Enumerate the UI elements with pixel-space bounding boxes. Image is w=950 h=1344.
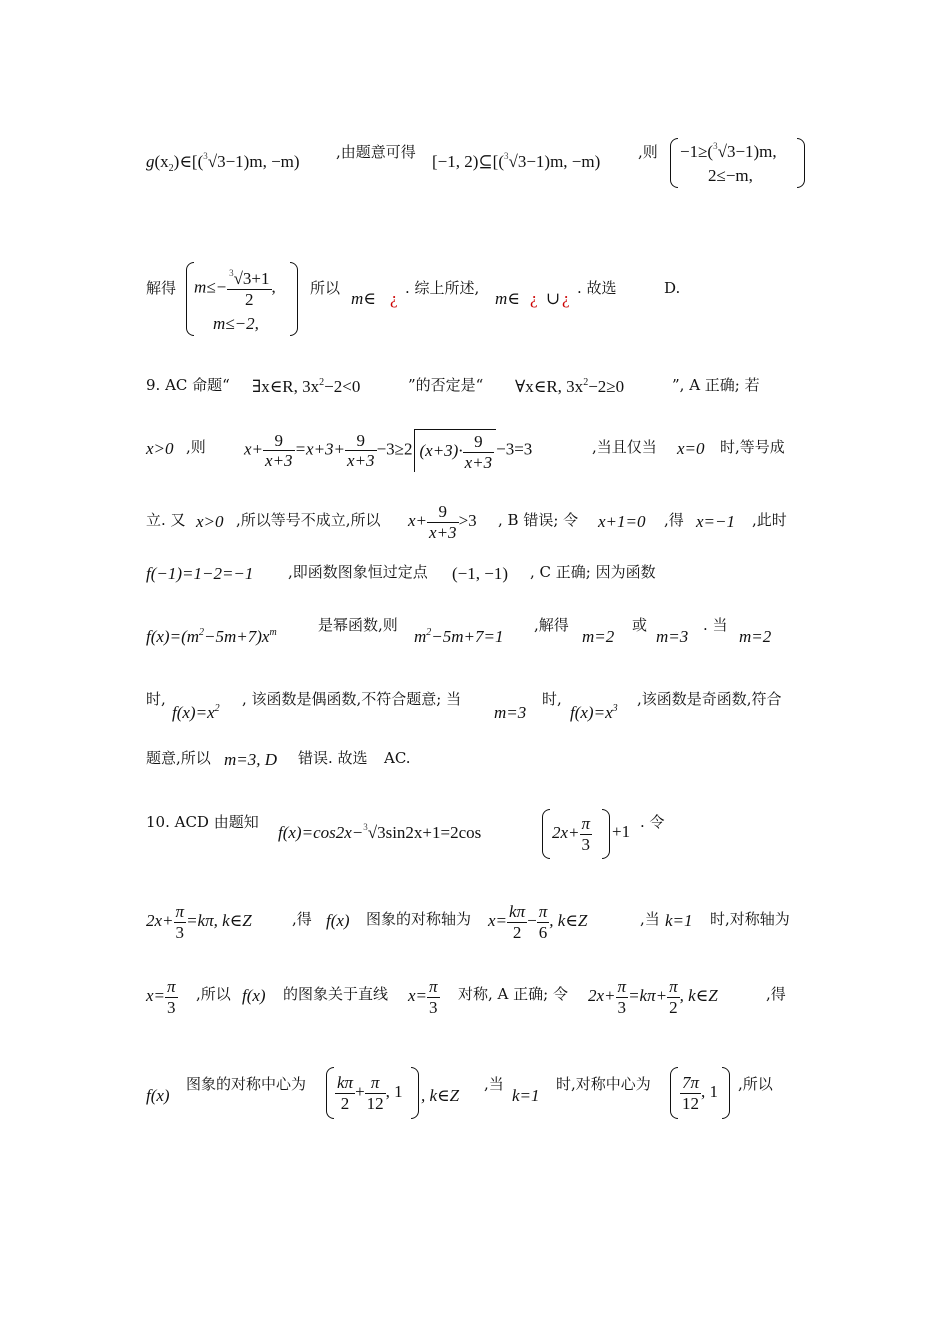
math-text: π — [669, 977, 678, 996]
math-text: k=1 — [512, 1086, 540, 1105]
math-text: x+1=0 — [598, 512, 646, 531]
text: 图象的对称中心为 — [186, 1075, 307, 1093]
text: ,则 — [186, 438, 206, 456]
math-text: x+ — [244, 439, 264, 459]
text: 9. AC 命题“ — [146, 376, 230, 394]
text: ,得 — [292, 910, 312, 928]
text: 或 — [632, 616, 648, 634]
math-text: =kπ, k∈Z — [186, 910, 252, 930]
math-text: f(x)=(m — [146, 627, 200, 646]
math-text: , 1 — [701, 1081, 719, 1101]
right-paren — [722, 1067, 730, 1119]
math-text: =kπ+ — [628, 985, 668, 1005]
math-expr — [515, 378, 624, 395]
left-paren — [542, 809, 550, 859]
math-text: kπ — [337, 1073, 354, 1092]
math-text: x+ — [408, 510, 428, 530]
math-text: π — [581, 814, 591, 833]
math-text: f(x) — [146, 1086, 170, 1105]
math-text: m=2 — [582, 627, 615, 646]
math-text: (x+3)· — [419, 440, 463, 460]
text: , B 错误; 令 — [498, 511, 579, 529]
math-text: −2<0 — [324, 377, 361, 396]
text: ,当 — [640, 910, 660, 928]
text: 时, — [146, 690, 166, 708]
text: 图象的对称轴为 — [366, 910, 472, 928]
text: ”的否定是“ — [408, 376, 484, 394]
text: 的图象关于直线 — [283, 985, 389, 1003]
math-text: 2 — [512, 922, 522, 942]
math-text: 3 — [581, 834, 591, 854]
math-expr — [570, 704, 618, 721]
math-text: 2 — [199, 627, 205, 638]
text: ,得 — [766, 985, 786, 1003]
math-text: √ — [207, 152, 218, 171]
math-text: f(x)=cos2x− — [278, 823, 364, 842]
math-text: (x — [154, 152, 169, 171]
fraction — [227, 268, 271, 309]
math-expr — [488, 902, 587, 942]
math-expr — [408, 502, 477, 542]
math-text: x>0 — [196, 512, 224, 531]
math-expr — [408, 977, 440, 1017]
text: ,所以 — [738, 1075, 773, 1093]
math-text: 3 — [713, 141, 718, 151]
text: AC. — [384, 749, 411, 767]
math-expr — [146, 977, 178, 1017]
math-expr — [146, 152, 300, 174]
math-text: ∪ — [546, 289, 561, 308]
math-text: 6 — [538, 922, 548, 942]
math-text: 9 — [463, 432, 495, 453]
fraction — [427, 502, 459, 542]
left-paren — [326, 1067, 334, 1119]
text: 是幂函数,则 — [318, 616, 398, 634]
text: , C 正确; 因为函数 — [530, 563, 656, 581]
math-text: 3 — [203, 151, 208, 161]
math-text: π — [365, 1073, 386, 1094]
text: ,所以等号不成立,所以 — [236, 511, 381, 529]
text: ,当且仅当 — [592, 438, 657, 456]
math-text: (−1, −1) — [452, 564, 508, 583]
math-text: ¿ — [390, 289, 398, 308]
math-text: , k∈Z — [679, 985, 718, 1005]
math-text: π — [429, 977, 438, 996]
math-expr — [552, 814, 592, 854]
math-text: x+3 — [347, 451, 375, 471]
math-text: 2x+ — [552, 822, 580, 842]
text: 时,等号成 — [720, 438, 785, 456]
math-text: m=2 — [739, 627, 772, 646]
math-text: m=3 — [494, 703, 527, 722]
math-text: x= — [408, 985, 428, 1005]
text: . 令 — [640, 813, 665, 831]
math-text: 3 — [612, 703, 618, 714]
math-text: −5m+7)x — [204, 627, 270, 646]
math-text: 2x+ — [588, 985, 616, 1005]
math-text: 3 — [363, 822, 368, 832]
math-text: x=−1 — [696, 512, 735, 531]
math-text: 2 — [245, 289, 254, 309]
math-text: kπ — [509, 902, 526, 921]
text: 解得 — [146, 279, 177, 297]
math-text: x>0 — [146, 439, 174, 458]
fraction — [463, 432, 495, 472]
math-expr — [252, 378, 360, 395]
math-text: √3sin2x+1=2cos — [367, 823, 482, 842]
text: ,该函数是奇函数,符合 — [637, 690, 782, 708]
math-text: 3 — [167, 997, 176, 1017]
math-text: 9 — [263, 431, 295, 452]
math-text: k=1 — [665, 911, 693, 930]
fraction — [580, 814, 593, 854]
math-text: , — [271, 277, 276, 297]
math-text: f(−1)=1−2=−1 — [146, 564, 254, 583]
math-expr — [146, 902, 252, 942]
math-text: 3 — [429, 997, 438, 1017]
math-text: ¿ — [530, 289, 538, 308]
math-text: ∃x∈R, 3x — [252, 377, 320, 396]
math-text: −2≥0 — [588, 377, 625, 396]
right-paren — [411, 1067, 419, 1119]
fraction — [165, 977, 178, 1017]
math-text: 7π — [682, 1073, 700, 1092]
math-text: , k∈Z — [549, 910, 588, 930]
math-text: f(x) — [242, 986, 266, 1005]
math-expr — [172, 704, 220, 721]
math-expr — [588, 977, 718, 1017]
math-text: 12 — [366, 1093, 384, 1113]
text: ,即函数图象恒过定点 — [288, 563, 428, 581]
math-text: ∀x∈R, 3x — [515, 377, 584, 396]
text: 立. 又 — [146, 511, 186, 529]
math-text: 2≤−m, — [708, 166, 753, 185]
fraction — [507, 902, 527, 942]
math-text: [−1, 2)⊆[( — [432, 152, 504, 171]
math-expr — [244, 429, 532, 472]
math-text: + — [355, 1081, 365, 1101]
text: 题意,所以 — [146, 749, 211, 767]
text: ,得 — [664, 511, 684, 529]
math-expr — [335, 1073, 403, 1113]
fraction — [335, 1073, 355, 1113]
math-text: f(x)=x — [570, 703, 613, 722]
math-expr — [146, 628, 277, 645]
math-expr — [680, 1073, 718, 1113]
math-text: x+3 — [265, 451, 293, 471]
math-text: π — [167, 977, 176, 996]
math-text: π — [538, 902, 548, 921]
fraction — [365, 1073, 386, 1113]
fraction — [345, 431, 377, 471]
math-text: >3 — [458, 510, 477, 530]
math-text: π — [617, 977, 627, 996]
math-text: 3 — [503, 151, 509, 161]
math-text: +1 — [612, 822, 631, 841]
text: ,则 — [638, 143, 658, 161]
fraction — [537, 902, 550, 942]
math-expr — [414, 628, 503, 645]
math-text: x= — [488, 910, 508, 930]
math-text: x+3 — [464, 452, 493, 472]
fraction — [680, 1073, 701, 1113]
math-text: 9 — [345, 431, 377, 452]
math-text: ¿ — [562, 289, 570, 308]
math-text: −5m+7=1 — [431, 627, 504, 646]
math-text: m∈ — [351, 289, 376, 308]
math-text: 3−1)m, — [726, 142, 777, 161]
math-text: −3=3 — [496, 439, 533, 459]
math-expr — [278, 823, 481, 841]
math-text: 2 — [340, 1093, 350, 1113]
text: , 该函数是偶函数,不符合题意; 当 — [242, 690, 462, 708]
math-text: m∈ — [495, 289, 520, 308]
left-brace — [186, 262, 194, 336]
math-text: )∈[( — [173, 152, 204, 171]
text: ,所以 — [196, 985, 231, 1003]
math-text: x=0 — [677, 439, 705, 458]
math-text: −1≥( — [680, 142, 714, 161]
text: 错误. 故选 — [298, 749, 368, 767]
math-text: , 1 — [385, 1081, 403, 1101]
text: ,当 — [484, 1075, 504, 1093]
text: 所以 — [310, 279, 341, 297]
left-paren — [670, 1067, 678, 1119]
math-text: f(x)=x — [172, 703, 215, 722]
math-text: 2 — [669, 997, 678, 1017]
math-text: m≤− — [194, 277, 228, 297]
math-text: 2 — [583, 377, 589, 388]
right-brace — [797, 138, 805, 188]
math-text: 2 — [426, 627, 432, 638]
text: 时,对称中心为 — [556, 1075, 651, 1093]
math-text: 3 — [229, 268, 234, 278]
fraction — [667, 977, 680, 1017]
text: ,由题意可得 — [336, 143, 416, 161]
right-paren — [602, 809, 610, 859]
left-brace — [670, 138, 678, 188]
math-text: 2 — [168, 163, 174, 174]
math-text: π — [175, 902, 185, 921]
math-text: 2 — [214, 703, 220, 714]
math-text: m=3 — [656, 627, 689, 646]
text: 对称, A 正确; 令 — [458, 985, 568, 1003]
math-text: 3 — [617, 997, 627, 1017]
math-expr — [432, 152, 600, 170]
math-text: m=3, D — [224, 750, 278, 769]
math-text: , k∈Z — [421, 1086, 460, 1105]
fraction — [616, 977, 629, 1017]
math-text: =x+3+ — [294, 439, 346, 459]
math-expr — [680, 142, 777, 160]
math-text: m — [269, 627, 277, 638]
fraction — [427, 977, 440, 1017]
math-text: 12 — [682, 1093, 700, 1113]
right-brace — [290, 262, 298, 336]
math-text: 2x+ — [146, 910, 174, 930]
math-text: √ — [508, 152, 518, 171]
math-expr — [194, 268, 276, 309]
math-text: x+3 — [429, 522, 457, 542]
math-text: −3≥2 — [376, 439, 413, 459]
math-text: 3−1)m, −m) — [217, 152, 300, 171]
math-text: m — [414, 627, 427, 646]
math-text: 9 — [427, 502, 459, 523]
text: 时,对称轴为 — [710, 910, 790, 928]
math-text: g — [146, 152, 155, 171]
math-text: f(x) — [326, 911, 350, 930]
text: ,解得 — [534, 616, 569, 634]
math-text: √ — [717, 142, 727, 161]
math-text: √3+1 — [233, 269, 270, 288]
text: 时, — [542, 690, 562, 708]
text: D. — [664, 279, 681, 297]
text: ”, A 正确; 若 — [672, 376, 760, 394]
fraction — [263, 431, 295, 471]
text: 10. ACD 由题知 — [146, 813, 259, 831]
text: . 综上所述, — [405, 279, 480, 297]
math-text: 3 — [175, 922, 185, 942]
math-text: 2 — [319, 377, 325, 388]
math-text: 3−1)m, −m) — [517, 152, 601, 171]
fraction — [174, 902, 187, 942]
text: . 当 — [703, 616, 728, 634]
text: ,此时 — [752, 511, 787, 529]
math-text: x= — [146, 985, 166, 1005]
text: . 故选 — [577, 279, 617, 297]
math-text: m≤−2, — [213, 314, 259, 333]
math-text: − — [527, 910, 537, 930]
